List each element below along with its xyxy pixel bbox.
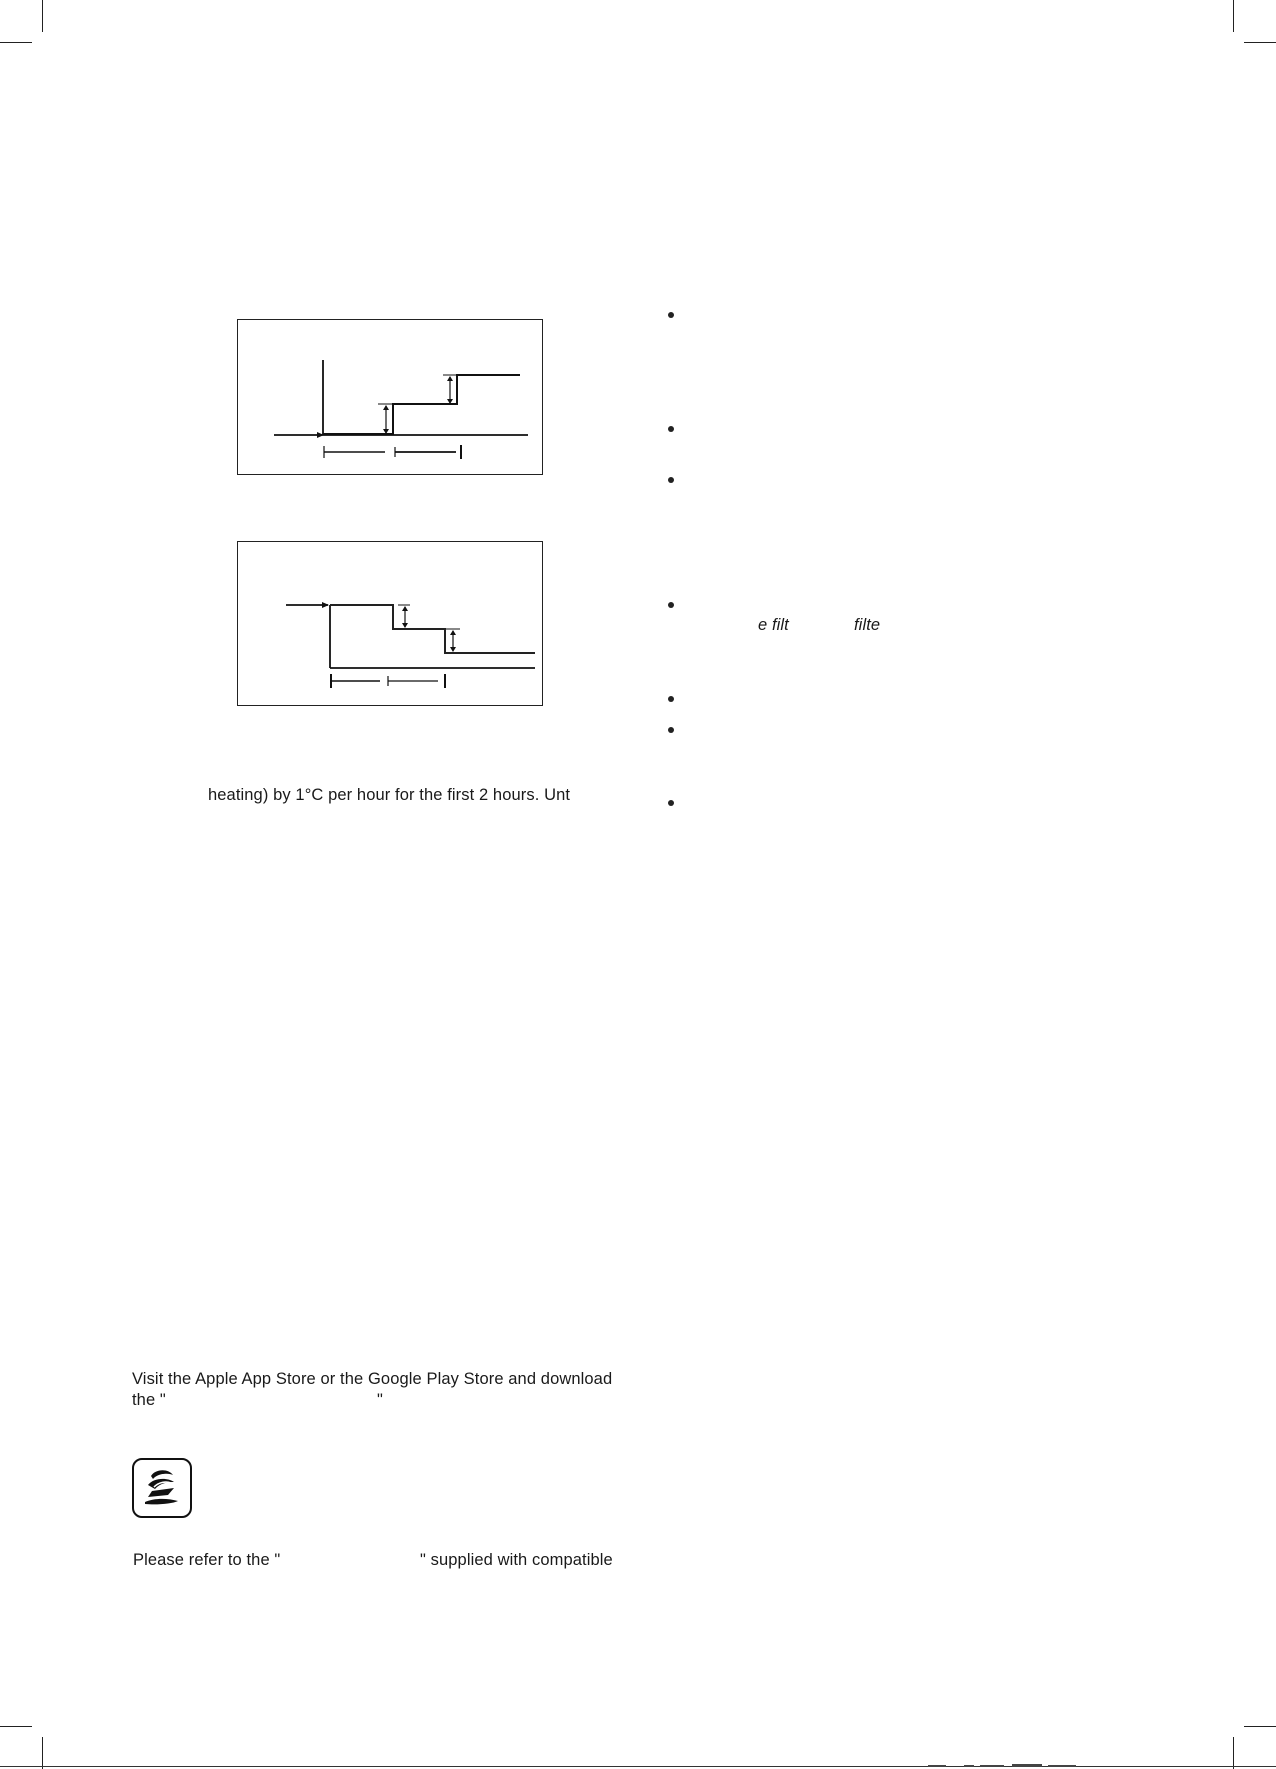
refer-to-guide-text-end: " supplied with compatible: [420, 1551, 613, 1569]
step-profile: [323, 375, 520, 434]
crop-mark-top-right-v: [1233, 0, 1234, 32]
heating-setback-diagram: [237, 541, 543, 706]
crop-mark-bottom-left-h: [0, 1726, 32, 1727]
filter-fragment-1: e filt: [758, 616, 789, 634]
filter-fragment-2: filte: [854, 616, 881, 634]
app-download-instruction-line2-end: ": [377, 1391, 383, 1409]
footer-mark: [928, 1764, 1088, 1768]
crop-mark-top-left-v: [42, 0, 43, 32]
bullet-6: [668, 727, 674, 733]
cooling-setback-svg: [238, 320, 544, 476]
crop-mark-top-right-h: [1244, 42, 1276, 43]
crop-mark-top-left-h: [0, 42, 32, 43]
app-icon-graphic: [134, 1460, 189, 1515]
app-download-instruction-line2-start: the ": [132, 1391, 166, 1409]
crop-mark-bottom-left-v: [42, 1737, 43, 1769]
cooling-setback-diagram: [237, 319, 543, 475]
bullet-5: [668, 696, 674, 702]
bullet-7: [668, 800, 674, 806]
smart-app-icon: [132, 1458, 192, 1518]
bullet-3: [668, 477, 674, 483]
setback-caption-fragment: heating) by 1°C per hour for the first 2 hours. Unt: [208, 786, 571, 804]
crop-mark-bottom-right-h: [1244, 1726, 1276, 1727]
refer-to-guide-text-start: Please refer to the ": [133, 1551, 281, 1569]
heating-setback-svg: [238, 542, 544, 707]
bullet-1: [668, 312, 674, 318]
app-download-instruction-line1: Visit the Apple App Store or the Google Play Store and download: [132, 1370, 613, 1388]
bullet-4: [668, 602, 674, 608]
crop-mark-bottom-right-v: [1233, 1737, 1234, 1769]
bullet-2: [668, 426, 674, 432]
